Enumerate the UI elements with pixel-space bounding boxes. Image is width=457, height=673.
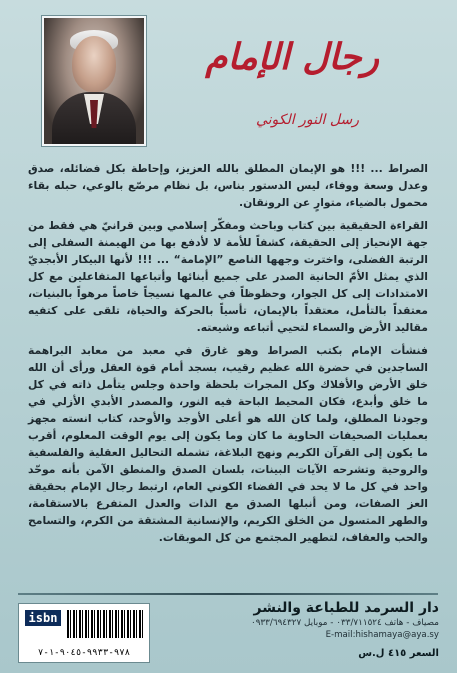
barcode-bars <box>67 610 143 638</box>
publisher-block <box>199 600 439 659</box>
price-label: السعر ٤١٥ ل.س <box>358 648 439 659</box>
divider-line <box>18 593 438 595</box>
isbn-number: ٩٧٨-٩٩٣٣-٩٠٤٥-١-٧ <box>37 648 131 658</box>
paragraph-3: فنشأت الإمام بكتب الصراط وهو غارق في معبد من معابد البراهمة الساجدين في حضرة الله عظيم رقيب، بسجد أمام قوة العقل ورأى أن الله خلق الأرض والأفلاك وكل المجرات بلحظة واحدة وجلس يتأمل ذاته في كل ما خلق وأبدع، فكان المحيط الباحة فيه النور، والمصدر الأبدي الأزلي في وجودنا المطلق، ولما كان الله هو أعلى الأوجد والأوحد، كتاب انسته مجهز بعمليات الصحيفات الحاوية ما كان وما يكون إلى يوم الوقت المعلوم، أقرب ما يكون إلى القرآن الكريم ونهج البلاغة، تشمله التحاليل العقلية والفلسفية والروحية وتشرحه الآيات البينات، بلسان الصدق والمنطق الآمن بأنه موحّد واحد في كل ما لا يحد في الفضاء الكوني العام، ارتبط رجال الإمام بحقيقة العز الصفات، ومن أنبلها الصدق مع الذات والعدل المتفرع بالاستقامة، والطهر المتسول من الخلق الكريم، والإنسانية المشتقة من الكرم، والتسامح والحب والعفاف، لتطهير المجتمع من كل الموبقات. <box>28 344 428 544</box>
paragraph-1: الصراط ... !!! هو الإيمان المطلق بالله العزيز، وإحاطة بكل فضائله، صدق وعدل وسعة ووفاء، ليس الدستور بناس، بل نظام مرصّع بالوعي، حبله بقاء محمول بالضياء، متوارٍ عن الرونقان. <box>28 162 428 209</box>
isbn-logo-icon: isbn <box>25 610 61 626</box>
publisher-address: مصياف - هاتف ٠٣٣/٧١١٥٢٤ - موبايل ٠٩٣٣/٦٩٤٣٢٧ <box>250 618 439 628</box>
publisher-name: دار السرمد للطباعة والنشر <box>253 600 439 616</box>
paragraph-2: القراءة الحقيقية بين كتاب وباحث ومفكّر إسلامي وبين قرانيّ هي فقط من جهة الإنحياز إلى الحقيقة، كشفاً للأمة لا لأدفع بها من الهيمنة السفلى إلى الرتبة الفضلى، واخترت وجهها الناصع ”الإمامة“ ... !!! لأنها البيكار الأبجديّ الذي يمثل الأمّ الحانية الصدر على جميع أبنائها وأتباعها المتفاعلين مع كل الامتدادات إلى كل الجوار، وحظوظاً في عالمها نسيجاً خاصاً مرهواً بالبنيات، معتقداً بالتأمل، معتقداً بالإيمان، تأسياً بالحركة والحياة، تلقى على كتفيه مقاليد الأرض والسماء لتحيي أتباعه وشيعته. <box>28 219 428 334</box>
publisher-email: E-mail:hishamaya@aya.sy <box>325 630 439 640</box>
book-title: رجال الإمام <box>205 36 379 78</box>
body-text <box>28 160 428 552</box>
isbn-barcode <box>18 603 150 663</box>
photo-face <box>72 36 116 92</box>
book-subtitle: رسل النور الكوني <box>255 112 359 128</box>
author-photo <box>42 16 146 146</box>
